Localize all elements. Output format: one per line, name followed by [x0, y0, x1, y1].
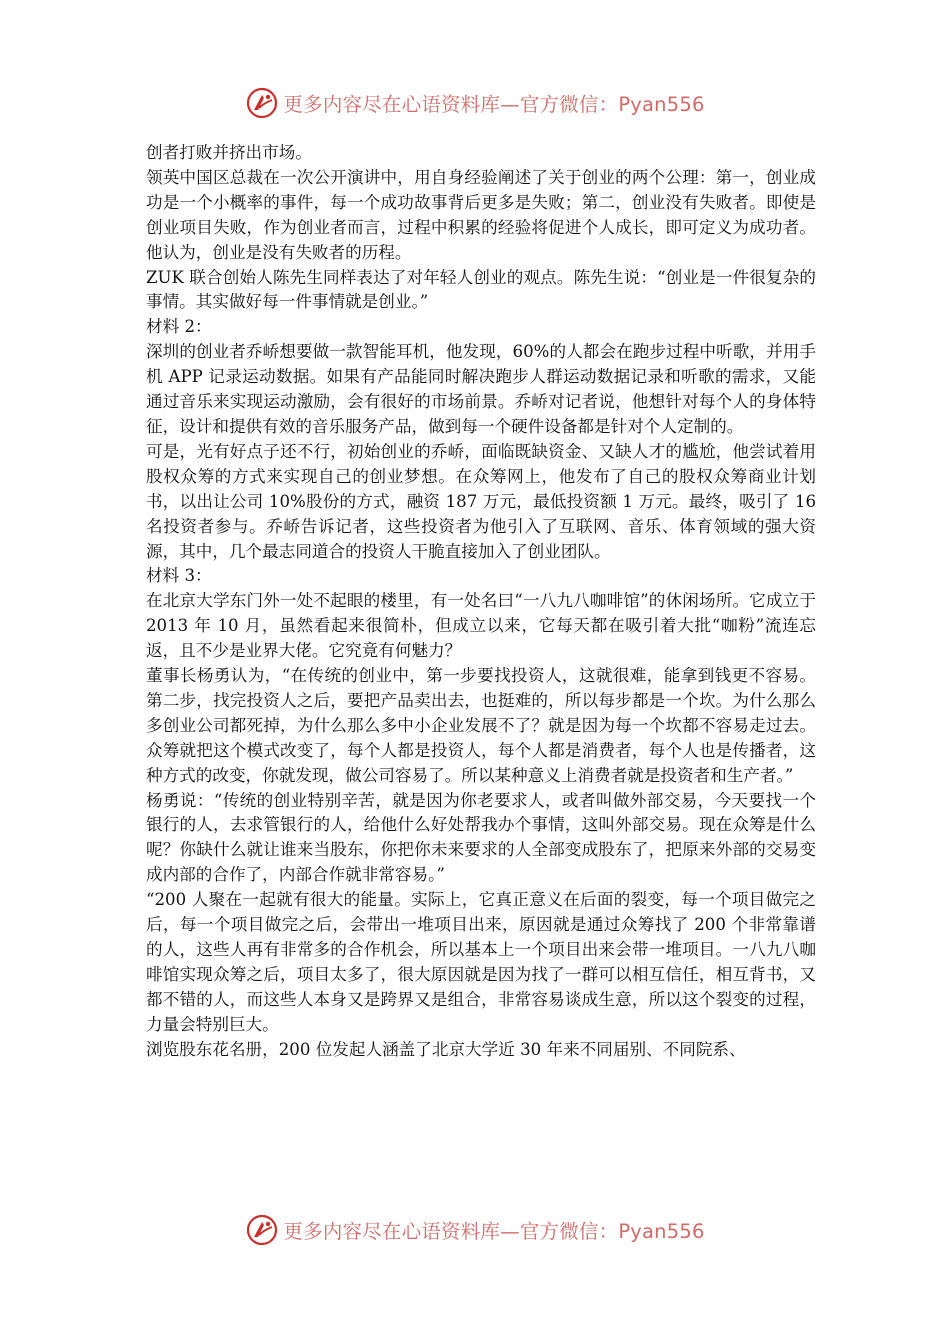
footer-banner [0, 1210, 950, 1250]
paragraph: 可是，光有好点子还不行，初始创业的乔峤，面临既缺资金、又缺人才的尴尬，他尝试着用股权众筹的方式来实现自己的创业梦想。在众筹网上，他发布了自己的股权众筹商业计划书，以出让公司 10%股份的方式，融资 187 万元，最低投资额 1 万元。最终，吸引了 16 名投资者参与。乔峤告诉记者，这些投资者为他引入了互联网、音乐、体育领域的强大资源，其中，几个最志同道合的投资人干脆直接加入了创业团队。 [146, 441, 816, 561]
paragraph: 深圳的创业者乔峤想要做一款智能耳机，他发现，60%的人都会在跑步过程中听歌，并用手机 APP 记录运动数据。如果有产品能同时解决跑步人群运动数据记录和听歌的需求，又能通过音乐来实现运动激励，会有很好的市场前景。乔峤对记者说，他想针对每个人的身体特征，设计和提供有效的音乐服务产品，做到每一个硬件设备都是针对个人定制的。 [146, 342, 816, 436]
paragraph: “200 人聚在一起就有很大的能量。实际上，它真正意义在后面的裂变，每一个项目做完之后，每一个项目做完之后，会带出一堆项目出来，原因就是通过众筹找了 200 个非常靠谱的人，这些人再有非常多的合作机会，所以基本上一个项目出来会带一堆项目。一八九八咖啡馆实现众筹之后，项目太多了，很大原因就是因为找了一群可以相互信任，相互背书，又都不错的人，而这些人本身又是跨界又是组合，非常容易谈成生意，所以这个裂变的过程，力量会特别巨大。 [146, 890, 816, 1034]
banner-text: 更多内容尽在心语资料库—官方微信：Pyan556 [283, 93, 705, 116]
paragraph: 在北京大学东门外一处不起眼的楼里，有一处名曰“一八九八咖啡馆”的休闲场所。它成立于 2013 年 10 月，虽然看起来很简朴，但成立以来，它每天都在吸引着大批“咖粉”流连忘返，且不少是业界大佬。它究竟有何魅力？ [146, 591, 816, 661]
section-heading: 材料 3： [146, 566, 212, 586]
paragraph: 浏览股东花名册，200 位发起人涵盖了北京大学近 30 年来不同届别、不同院系、 [146, 1039, 746, 1059]
document-body [146, 141, 816, 1063]
paragraph: 领英中国区总裁在一次公开演讲中，用自身经验阐述了关于创业的两个公理：第一，创业成功是一个小概率的事件，每一个成功故事背后更多是失败；第二，创业没有失败者。即使是创业项目失败，作为创业者而言，过程中积累的经验将促进个人成长，即可定义为成功者。他认为，创业是没有失败者的历程。 [146, 167, 816, 262]
logo-icon [245, 1213, 279, 1247]
paragraph: 杨勇说：“传统的创业特别辛苦，就是因为你老要求人，或者叫做外部交易，今天要找一个银行的人，去求管银行的人，给他什么好处帮我办个事情，这叫外部交易。现在众筹是什么呢？你缺什么就让谁来当股东，你把你未来要求的人全部变成股东了，把原来外部的交易变成内部的合作了，内部合作就非常容易。” [146, 790, 816, 885]
section-heading: 材料 2： [146, 317, 212, 337]
paragraph: 董事长杨勇认为，“在传统的创业中，第一步要找投资人，这就很难，能拿到钱更不容易。第二步，找完投资人之后，要把产品卖出去，也挺难的，所以每步都是一个坎。为什么那么多创业公司都死掉，为什么那么多中小企业发展不了？就是因为每一个坎都不容易走过去。众筹就把这个模式改变了，每个人都是投资人，每个人都是消费者，每个人也是传播者，这种方式的改变，你就发现，做公司容易了。所以某种意义上消费者就是投资者和生产者。” [146, 666, 816, 785]
paragraph: 创者打败并挤出市场。 [146, 143, 312, 162]
header-banner [0, 83, 950, 123]
logo-icon [245, 86, 279, 120]
paragraph: ZUK 联合创始人陈先生同样表达了对年轻人创业的观点。陈先生说：“创业是一件很复杂的事情。其实做好每一件事情就是创业。” [146, 267, 816, 312]
banner-text: 更多内容尽在心语资料库—官方微信：Pyan556 [283, 1220, 705, 1243]
